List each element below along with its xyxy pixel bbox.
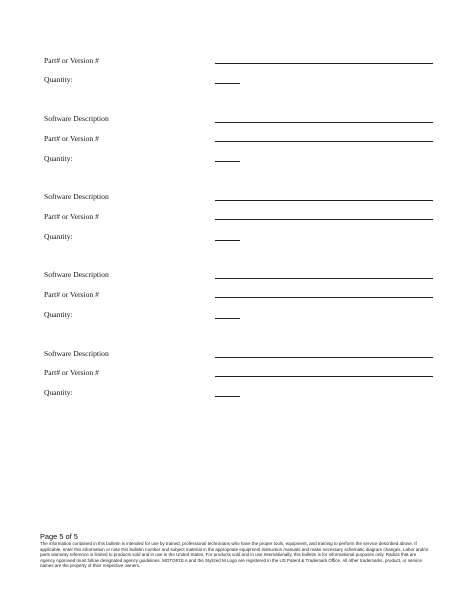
quantity-label: Quantity:	[44, 388, 73, 397]
part-version-field[interactable]	[215, 63, 433, 64]
part-version-label: Part# or Version #	[44, 134, 99, 143]
quantity-field[interactable]	[215, 240, 240, 241]
software-description-field[interactable]	[215, 200, 433, 201]
quantity-field[interactable]	[215, 83, 240, 84]
quantity-label: Quantity:	[44, 154, 73, 163]
page-number: Page 5 of 5	[40, 532, 78, 541]
part-version-label: Part# or Version #	[44, 56, 99, 65]
software-description-label: Software Description	[44, 270, 109, 279]
quantity-label: Quantity:	[44, 75, 73, 84]
part-version-field[interactable]	[215, 376, 433, 377]
software-description-label: Software Description	[44, 349, 109, 358]
part-version-field[interactable]	[215, 141, 433, 142]
software-description-field[interactable]	[215, 122, 433, 123]
software-description-label: Software Description	[44, 114, 109, 123]
quantity-field[interactable]	[215, 396, 240, 397]
quantity-label: Quantity:	[44, 310, 73, 319]
part-version-field[interactable]	[215, 297, 433, 298]
quantity-field[interactable]	[215, 161, 240, 162]
part-version-field[interactable]	[215, 219, 433, 220]
page-footer	[40, 532, 430, 569]
part-version-label: Part# or Version #	[44, 212, 99, 221]
part-version-label: Part# or Version #	[44, 290, 99, 299]
software-description-field[interactable]	[215, 278, 433, 279]
software-description-field[interactable]	[215, 357, 433, 358]
software-description-label: Software Description	[44, 192, 109, 201]
part-version-label: Part# or Version #	[44, 368, 99, 377]
quantity-label: Quantity:	[44, 232, 73, 241]
disclaimer-text: The information contained in this bulletin is intended for use by trained, professional technicians who have the proper tools, equipment, and training to perform the service described above. If applicable, enter this information or note this bulletin number and subject material in the appropriate equipment instruction manuals and make necessary schematic diagram changes. Labor and/or parts warranty reference is limited to products sold and in use in the United States. For products sold and in use Internationally, this bulletin is for informational purposes only. Radios that are Agency Approved must follow designated agency guidelines. MOTOROLA and the Stylized M Logo are registered in the US Patent & Trademark Office. All other trademarks, product, or service names are the property of their respective owners.	[40, 541, 429, 569]
quantity-field[interactable]	[215, 318, 240, 319]
